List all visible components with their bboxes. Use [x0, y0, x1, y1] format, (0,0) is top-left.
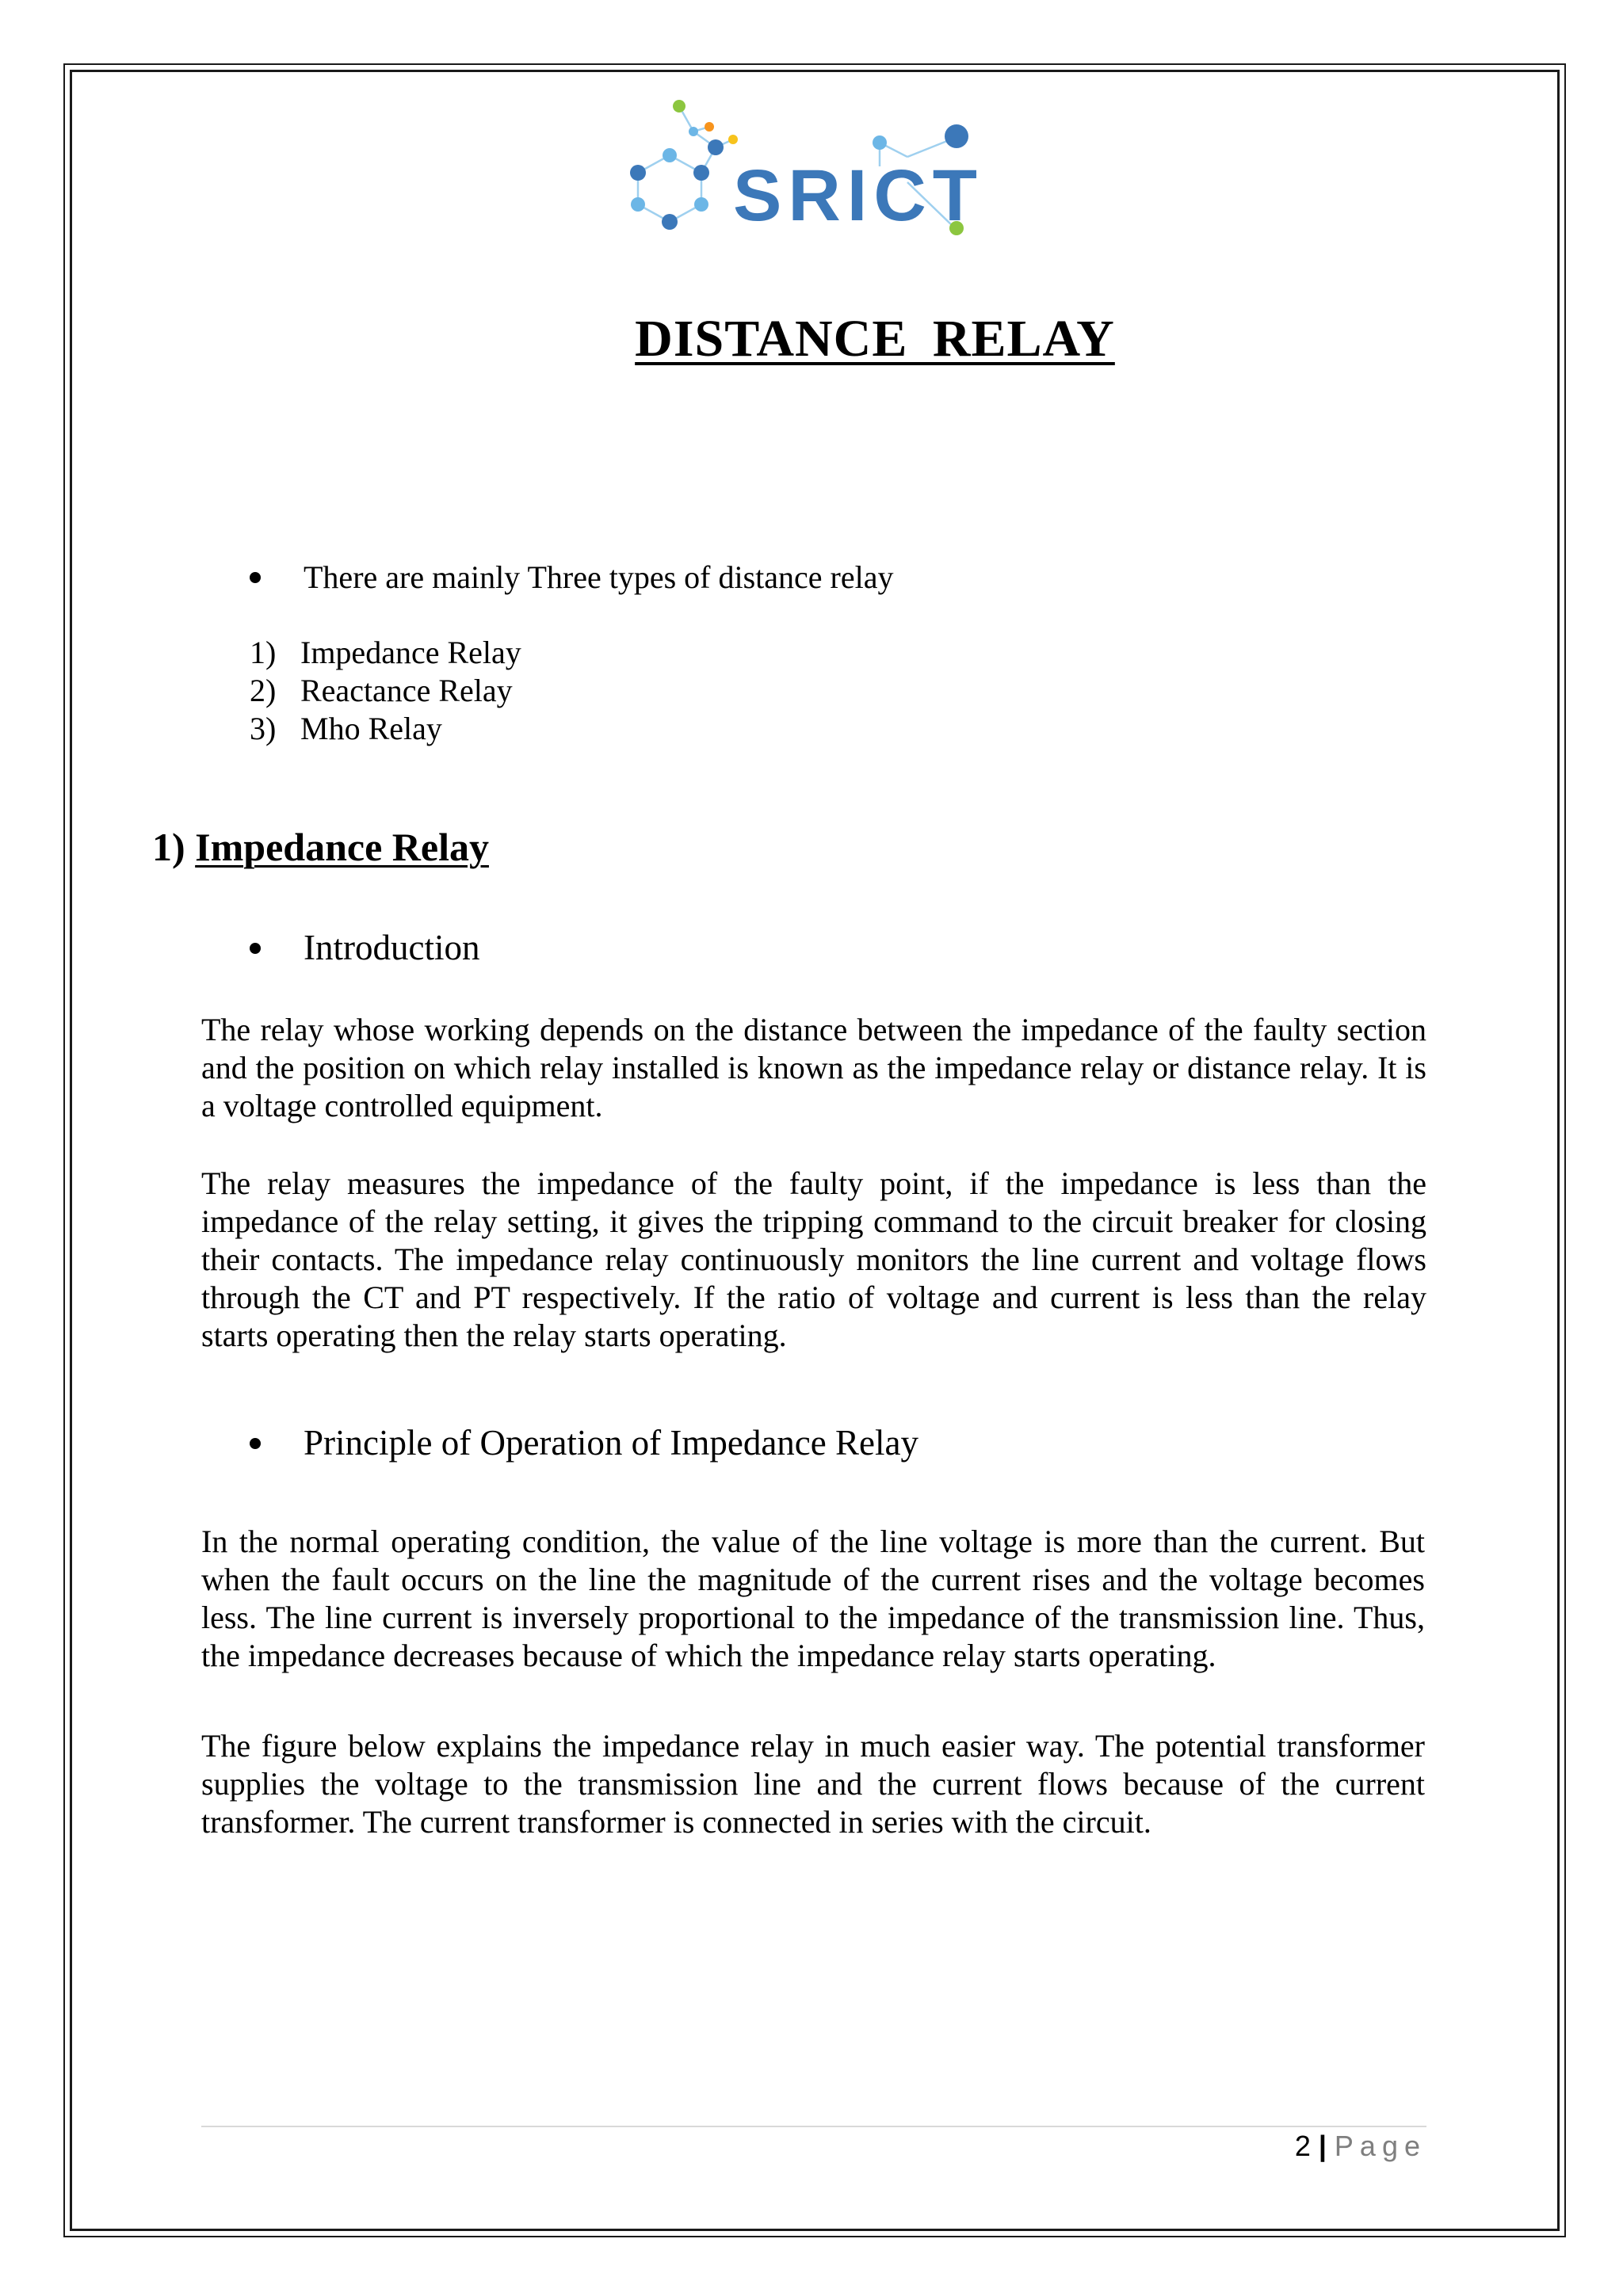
list-item-label: Reactance Relay [300, 673, 513, 708]
footer-separator: | [1318, 2130, 1327, 2162]
list-number: 1) [250, 635, 277, 670]
list-item [250, 710, 521, 748]
relay-types-list [250, 634, 521, 748]
srict-logo [614, 93, 1018, 244]
page-border-inner [70, 70, 1560, 2231]
page-number: 2 [1294, 2130, 1311, 2162]
list-item [250, 672, 521, 710]
list-number: 2) [250, 673, 277, 708]
list-item-label: Impedance Relay [300, 635, 521, 670]
subheading-introduction [250, 927, 479, 968]
section-number: 1) [152, 825, 185, 869]
paragraph-intro-2: The relay measures the impedance of the faulty point, if the impedance is less than the impedance of the relay setting, it gives the tripping command to the circuit breaker for closing their contacts. The impedance relay continuously monitors the line current and voltage flows through the CT and PT respectively. If the ratio of voltage and current is less than the relay starts operating then the relay starts operating. [201, 1165, 1426, 1353]
footer-divider [201, 2126, 1426, 2127]
list-item-label: Mho Relay [300, 711, 442, 746]
page-label: Page [1334, 2130, 1426, 2162]
paragraph-principle-2: The figure below explains the impedance relay in much easier way. The potential transformer supplies the voltage to the transmission line and the current flows because of the current transformer. The current transformer is connected in series with the circuit. [201, 1728, 1425, 1840]
list-number: 3) [250, 711, 277, 746]
intro-bullet-text: There are mainly Three types of distance relay [304, 559, 894, 595]
page-footer [1295, 2130, 1426, 2163]
subheading-text: Principle of Operation of Impedance Relay [304, 1423, 918, 1463]
section-title: Impedance Relay [195, 825, 489, 869]
intro-bullet [250, 559, 893, 596]
subheading-text: Introduction [304, 928, 480, 967]
bullet-icon [250, 1438, 261, 1449]
paragraph-intro-1: The relay whose working depends on the distance between the impedance of the faulty section and the position on which relay installed is known as the impedance relay or distance relay. It is a voltage controlled equipment. [201, 1012, 1426, 1123]
page-title: DISTANCE RELAY [635, 310, 1115, 368]
bullet-icon [250, 572, 261, 583]
paragraph-principle-1: In the normal operating condition, the value of the line voltage is more than the current. But when the fault occurs on the line the magnitude of the current rises and the voltage becomes less. The line current is inversely proportional to the impedance of the transmission line. Thus, the impedance decreases because of which the impedance relay starts operating. [201, 1524, 1425, 1673]
section-heading [152, 824, 489, 870]
logo-text: SRICT [733, 155, 983, 236]
bullet-icon [250, 943, 261, 954]
list-item [250, 634, 521, 672]
subheading-principle [250, 1422, 918, 1463]
